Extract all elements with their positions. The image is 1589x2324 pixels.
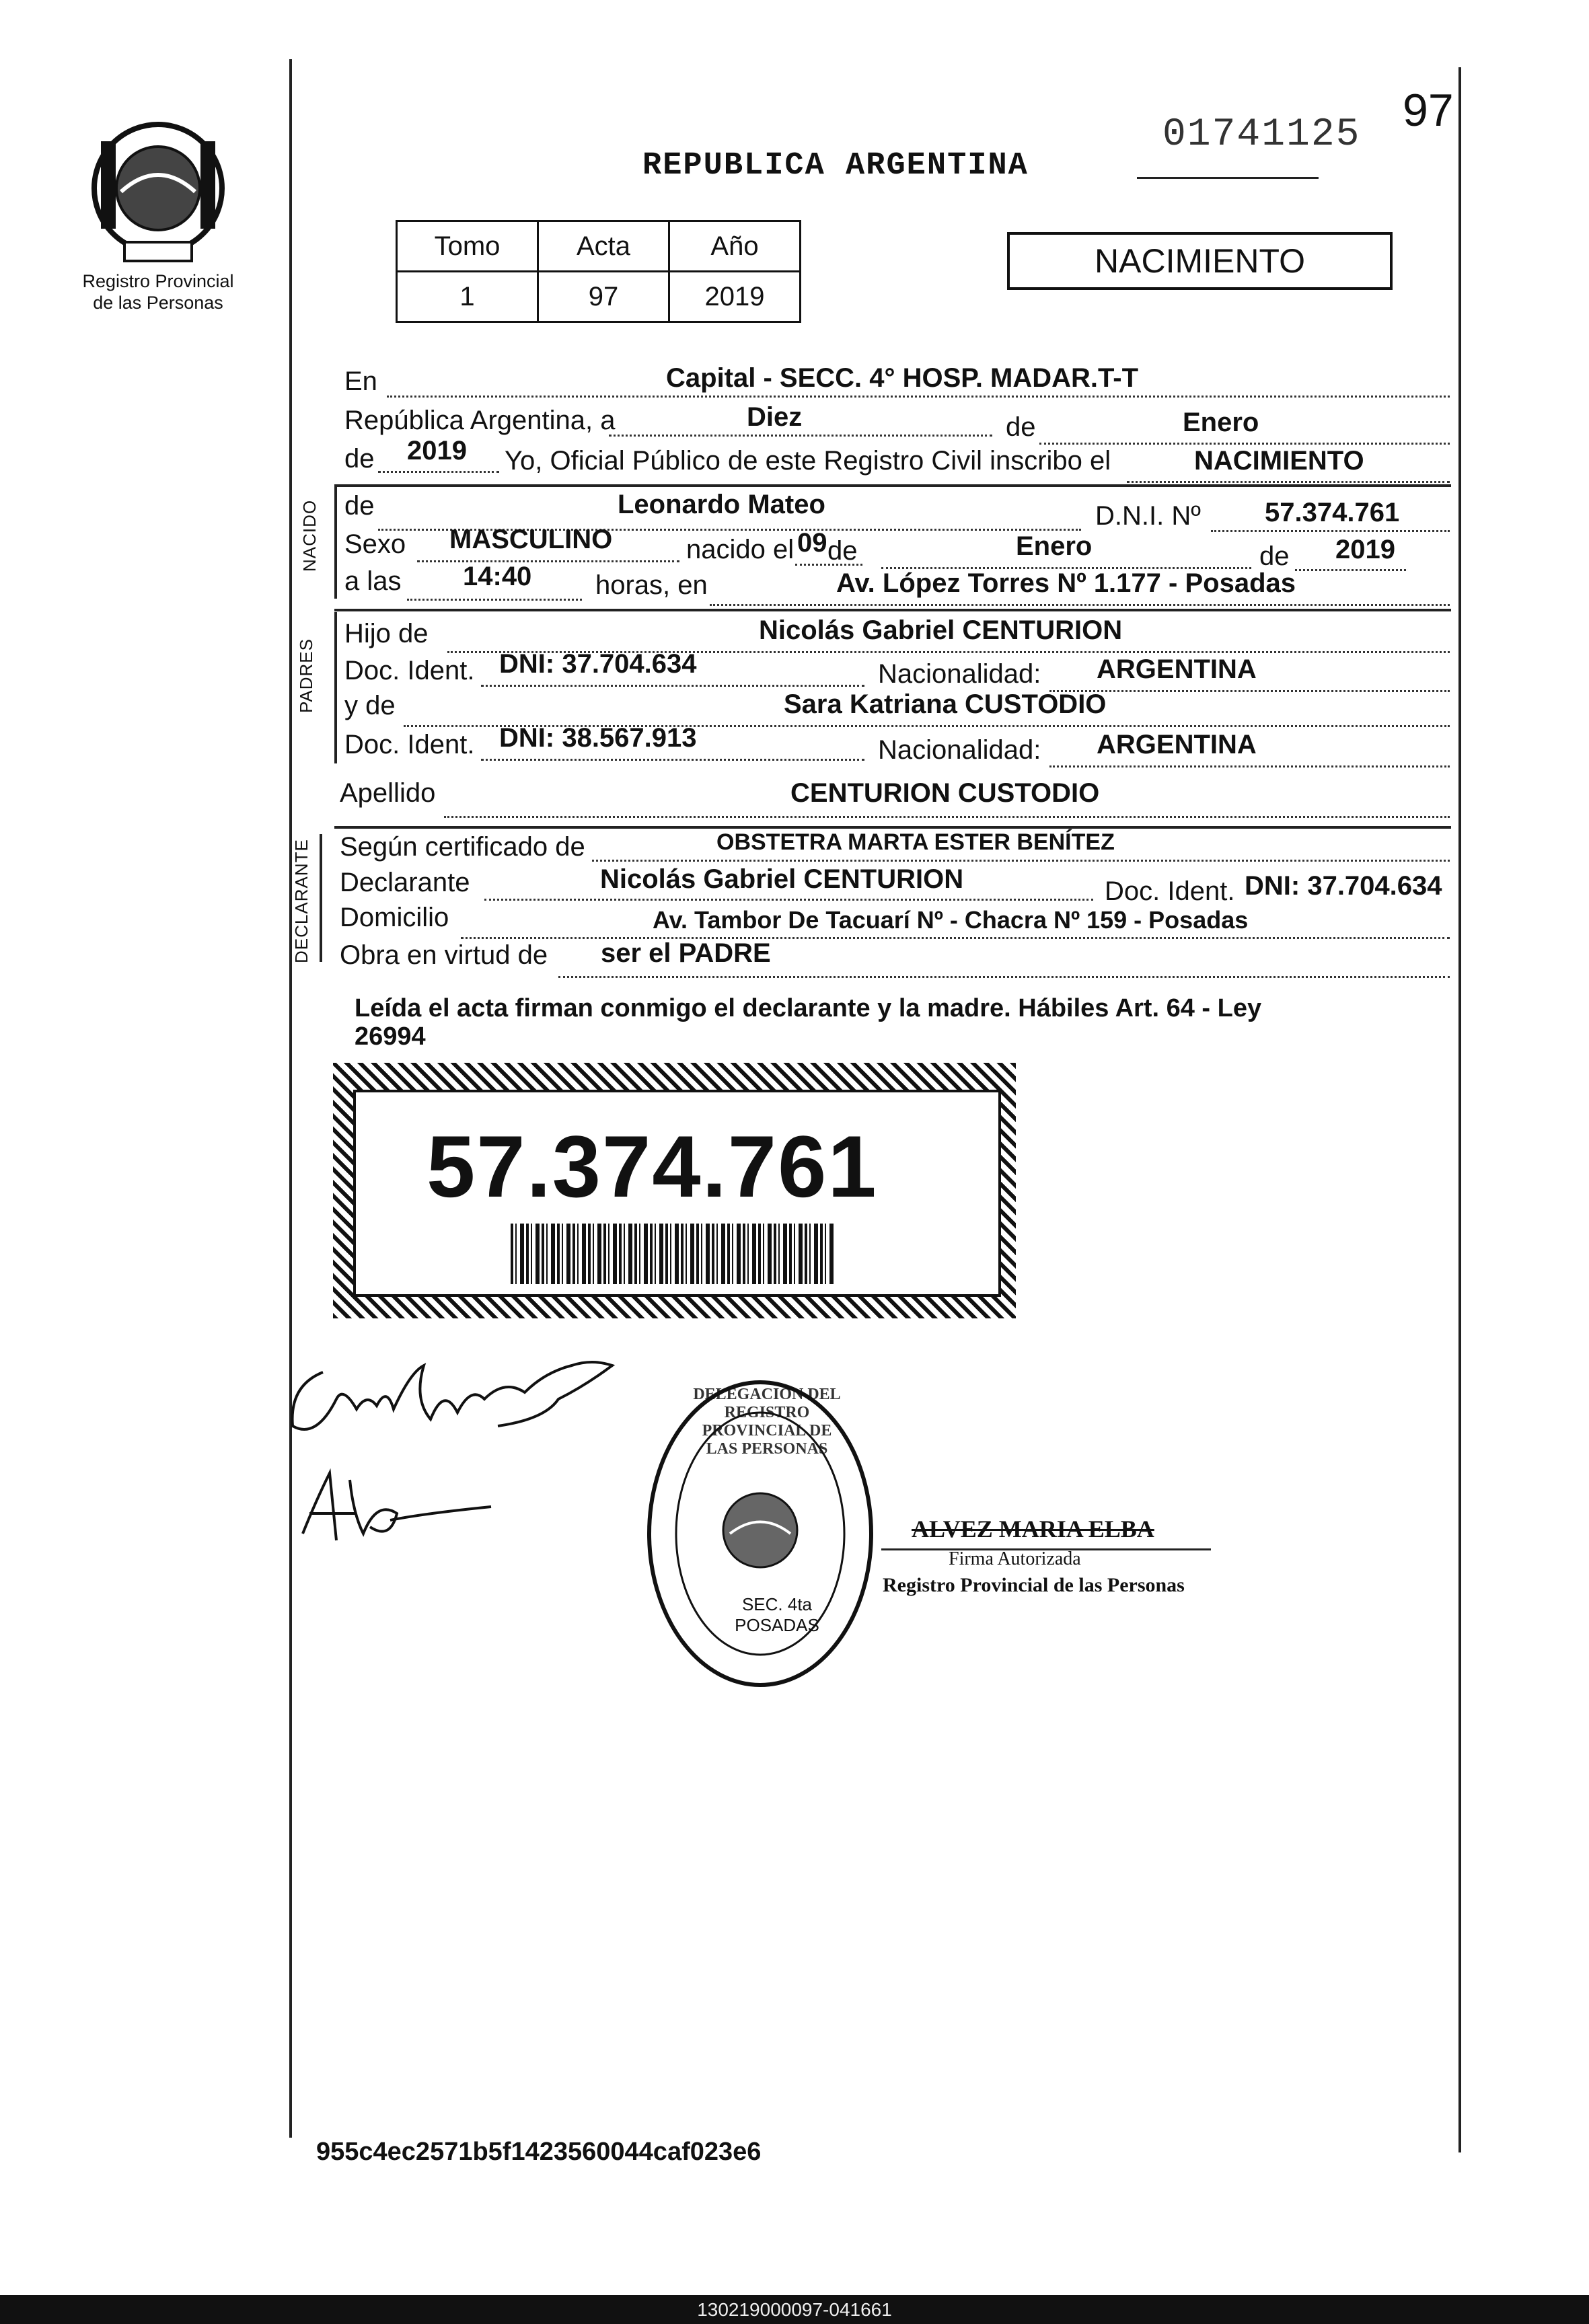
nacido-el-label: nacido el [686, 535, 794, 564]
republica-label: República Argentina, a [344, 406, 616, 435]
footer-code: 130219000097-041661 [697, 2299, 892, 2320]
padre-value: Nicolás Gabriel CENTURION [759, 615, 1123, 645]
closing-line-1: Leída el acta firman conmigo el declarante y la madre. Hábiles Art. 64 - Ley [355, 994, 1262, 1022]
nacido-de-label2: de [827, 536, 858, 566]
segun-label: Según certificado de [340, 832, 585, 862]
table-header-acta: Acta [538, 221, 669, 272]
padre-doc-value: DNI: 37.704.634 [499, 649, 697, 679]
hora-value: 14:40 [463, 562, 532, 591]
declarante-doc-value: DNI: 37.704.634 [1245, 871, 1442, 901]
declarante-doc-label: Doc. Ident. [1105, 876, 1235, 906]
page-title: REPUBLICA ARGENTINA [642, 148, 1029, 184]
table-value-acta: 97 [538, 272, 669, 322]
closing-line-2: 26994 [355, 1022, 426, 1051]
inscribo-value: NACIMIENTO [1194, 446, 1364, 476]
madre-doc-label: Doc. Ident. [344, 730, 475, 759]
logo-caption-line1: Registro Provincial [82, 271, 234, 291]
obra-label: Obra en virtud de [340, 940, 548, 970]
dia-nac-value: 09 [797, 528, 827, 558]
dni-value: 57.374.761 [1265, 498, 1400, 527]
registro-label: Registro Provincial de las Personas [883, 1574, 1185, 1596]
padres-side-label: PADRES [296, 638, 316, 713]
serial-underline [1137, 177, 1319, 179]
doc-type-box [1007, 232, 1393, 290]
nacido-side-label: NACIDO [299, 499, 320, 572]
madre-nac-label: Nacionalidad: [878, 735, 1041, 765]
nacido-de-label: de [344, 491, 375, 521]
madre-nac-value: ARGENTINA [1097, 730, 1257, 759]
record-table [396, 220, 801, 323]
declarante-value: Nicolás Gabriel CENTURION [600, 864, 964, 894]
declarante-side-label: DECLARANTE [291, 839, 311, 963]
table-header-anio: Año [669, 221, 801, 272]
province-logo [81, 111, 235, 266]
obra-value: ser el PADRE [601, 938, 771, 968]
yo-text: Yo, Oficial Público de este Registro Civil inscribo el [505, 446, 1111, 476]
y-de-label: y de [344, 691, 396, 720]
anio-value: 2019 [407, 436, 467, 465]
stamp-ring-text-value: DELEGACION DEL REGISTRO PROVINCIAL DE LAS PERSONAS [693, 1386, 841, 1458]
padre-nac-value: ARGENTINA [1097, 654, 1257, 684]
mes-nac-value: Enero [1016, 531, 1093, 561]
nombre-value: Leonardo Mateo [618, 490, 825, 519]
section-divider-1 [334, 484, 1451, 487]
serial-number: 01741125 [1162, 113, 1361, 157]
a-las-label: a las [344, 566, 402, 596]
lugar-value: Av. López Torres Nº 1.177 - Posadas [836, 568, 1296, 598]
dni-sticker-inner [353, 1090, 1001, 1297]
apellido-value: CENTURION CUSTODIO [790, 778, 1100, 808]
dni-label: D.N.I. Nº [1095, 501, 1201, 531]
table-header-tomo: Tomo [397, 221, 538, 272]
signature-declarante [276, 1345, 626, 1453]
closing-statement [355, 994, 1444, 1051]
left-margin-line [289, 59, 292, 2138]
padres-bracket [334, 612, 337, 763]
footer-bar [0, 2295, 1589, 2324]
document-hash: 955c4ec2571b5f1423560044caf023e6 [316, 2138, 762, 2166]
segun-value: OBSTETRA MARTA ESTER BENÍTEZ [716, 829, 1115, 855]
logo-caption [71, 270, 246, 313]
de-label: de [1006, 412, 1036, 442]
declarante-bracket [320, 834, 322, 962]
doc-type-label: NACIMIENTO [1095, 242, 1305, 280]
nacido-de-label3: de [1259, 541, 1290, 571]
mes-value: Enero [1183, 408, 1259, 437]
domicilio-label: Domicilio [340, 903, 449, 932]
hijo-de-label: Hijo de [344, 619, 429, 648]
dni-sticker [333, 1063, 1016, 1318]
logo-caption-line2: de las Personas [93, 293, 223, 313]
section-divider-2 [334, 609, 1451, 611]
dni-sticker-number: 57.374.761 [427, 1117, 878, 1215]
horas-en-label: horas, en [595, 570, 708, 600]
dia-value: Diez [747, 402, 803, 432]
signer-name: ALVEZ MARIA ELBA [912, 1515, 1154, 1542]
stamp-ring-text [693, 1386, 841, 1458]
barcode [511, 1224, 834, 1284]
stamp-center-text [706, 1594, 848, 1636]
page-number: 97 [1403, 85, 1454, 136]
de2-label: de [344, 444, 375, 474]
signature-madre [289, 1460, 505, 1554]
padre-doc-label: Doc. Ident. [344, 656, 475, 685]
table-value-anio: 2019 [669, 272, 801, 322]
table-value-tomo: 1 [397, 272, 538, 322]
declarante-label: Declarante [340, 868, 470, 897]
sexo-value: MASCULINO [449, 525, 613, 554]
right-margin-line [1458, 67, 1461, 2152]
domicilio-value: Av. Tambor De Tacuarí Nº - Chacra Nº 159 - Posadas [653, 906, 1249, 934]
apellido-label: Apellido [340, 778, 436, 808]
stamp-center-text-value: SEC. 4ta POSADAS [735, 1594, 819, 1635]
madre-value: Sara Katriana CUSTODIO [784, 689, 1107, 719]
en-label: En [344, 367, 377, 396]
sexo-label: Sexo [344, 529, 406, 559]
en-value: Capital - SECC. 4° HOSP. MADAR.T-T [666, 363, 1139, 393]
padre-nac-label: Nacionalidad: [878, 659, 1041, 689]
madre-doc-value: DNI: 38.567.913 [499, 723, 697, 753]
anio-nac-value: 2019 [1335, 535, 1395, 564]
nacido-bracket [334, 484, 337, 599]
firma-label: Firma Autorizada [949, 1548, 1081, 1569]
